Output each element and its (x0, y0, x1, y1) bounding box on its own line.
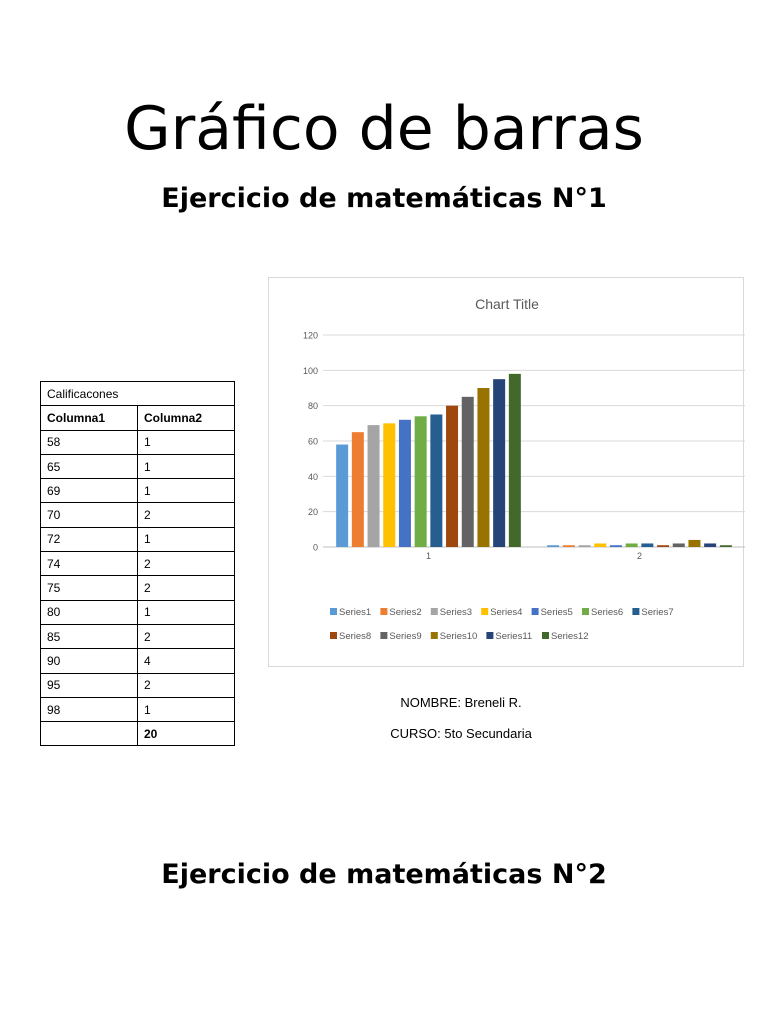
bar (368, 425, 380, 547)
bar (657, 545, 669, 547)
bar (673, 543, 685, 547)
count-cell: 2 (138, 576, 235, 600)
bar (563, 545, 575, 547)
legend-label: Series2 (389, 607, 422, 618)
legend-swatch (380, 608, 387, 615)
x-tick-label: 2 (636, 551, 643, 561)
table-row (41, 552, 235, 576)
bar (352, 432, 364, 547)
legend-label: Series10 (439, 631, 478, 642)
grade-cell: 74 (41, 552, 138, 576)
grade-cell: 58 (41, 430, 138, 454)
chart-title: Chart Title (475, 296, 539, 312)
total-label-cell (41, 722, 138, 746)
bar (462, 397, 474, 547)
table-row (41, 527, 235, 551)
grade-cell: 98 (41, 697, 138, 721)
count-cell: 2 (138, 552, 235, 576)
bar (610, 545, 622, 547)
exercise-1-heading: Ejercicio de matemáticas N°1 (161, 183, 607, 214)
legend-swatch (330, 632, 337, 639)
bar (509, 374, 521, 547)
y-tick-label: 60 (307, 436, 318, 447)
grade-cell: 90 (41, 649, 138, 673)
bar (336, 445, 348, 547)
y-tick-label: 40 (307, 471, 318, 482)
grades-table (40, 381, 235, 746)
table-row (41, 576, 235, 600)
table-caption-row (41, 382, 235, 406)
bar (720, 545, 732, 547)
bar (446, 406, 458, 547)
y-tick-label: 0 (312, 542, 318, 553)
grade-cell: 75 (41, 576, 138, 600)
legend-label: Series4 (490, 607, 523, 618)
legend-swatch (582, 608, 589, 615)
table-row (41, 503, 235, 527)
legend-swatch (481, 608, 488, 615)
column1-header: Columna1 (41, 406, 138, 430)
bar (641, 543, 653, 547)
count-cell: 1 (138, 479, 235, 503)
legend-swatch (330, 608, 337, 615)
legend-label: Series3 (439, 607, 473, 618)
legend-label: Series5 (540, 607, 573, 618)
legend-swatch (542, 632, 549, 639)
table-row (41, 649, 235, 673)
legend-swatch (431, 632, 438, 639)
table-total-row (41, 722, 235, 746)
y-tick-label: 120 (302, 330, 318, 341)
total-cell: 20 (138, 722, 235, 746)
legend-swatch (532, 608, 539, 615)
y-tick-label: 80 (307, 401, 318, 412)
legend-swatch (632, 608, 639, 615)
x-tick-label: 1 (425, 551, 432, 561)
count-cell: 2 (138, 503, 235, 527)
bar (430, 415, 442, 548)
legend-swatch (486, 632, 493, 639)
table-row (41, 697, 235, 721)
count-cell: 1 (138, 430, 235, 454)
bar (594, 543, 606, 547)
count-cell: 2 (138, 624, 235, 648)
count-cell: 1 (138, 454, 235, 478)
bar (704, 543, 716, 547)
legend-label: Series8 (339, 631, 372, 642)
bar (579, 545, 591, 547)
exercise-2-heading: Ejercicio de matemáticas N°2 (161, 859, 607, 890)
bar (493, 379, 505, 547)
grade-cell: 80 (41, 600, 138, 624)
table-row (41, 624, 235, 648)
grade-cell: 95 (41, 673, 138, 697)
grade-cell: 72 (41, 527, 138, 551)
count-cell: 1 (138, 697, 235, 721)
bar (399, 420, 411, 547)
bar (626, 543, 638, 547)
student-name: NOMBRE: Breneli R. (400, 695, 522, 710)
bar (547, 545, 559, 547)
legend-label: Series1 (339, 607, 372, 618)
grade-cell: 85 (41, 624, 138, 648)
grade-cell: 65 (41, 454, 138, 478)
table-row (41, 479, 235, 503)
count-cell: 4 (138, 649, 235, 673)
bar (688, 540, 700, 547)
bar (383, 423, 395, 547)
bar (415, 416, 427, 547)
y-tick-label: 20 (307, 507, 318, 518)
chart-canvas (269, 278, 745, 668)
table-row (41, 600, 235, 624)
legend-label: Series9 (389, 631, 422, 642)
count-cell: 1 (138, 600, 235, 624)
table-row (41, 430, 235, 454)
legend-label: Series6 (591, 607, 624, 618)
bar (477, 388, 489, 547)
bar-chart[interactable] (268, 277, 744, 667)
legend-swatch (431, 608, 438, 615)
y-tick-label: 100 (302, 365, 318, 376)
table-caption: Calificacones (41, 382, 235, 406)
grade-cell: 70 (41, 503, 138, 527)
table-row (41, 673, 235, 697)
legend-swatch (380, 632, 387, 639)
grade-cell: 69 (41, 479, 138, 503)
page-title: Gráfico de barras (124, 94, 644, 164)
count-cell: 2 (138, 673, 235, 697)
student-course: CURSO: 5to Secundaria (390, 726, 532, 741)
table-row (41, 454, 235, 478)
legend-label: Series11 (495, 631, 533, 642)
legend-label: Series7 (641, 607, 674, 618)
legend-label: Series12 (551, 631, 589, 642)
table-header-row (41, 406, 235, 430)
column2-header: Columna2 (138, 406, 235, 430)
count-cell: 1 (138, 527, 235, 551)
